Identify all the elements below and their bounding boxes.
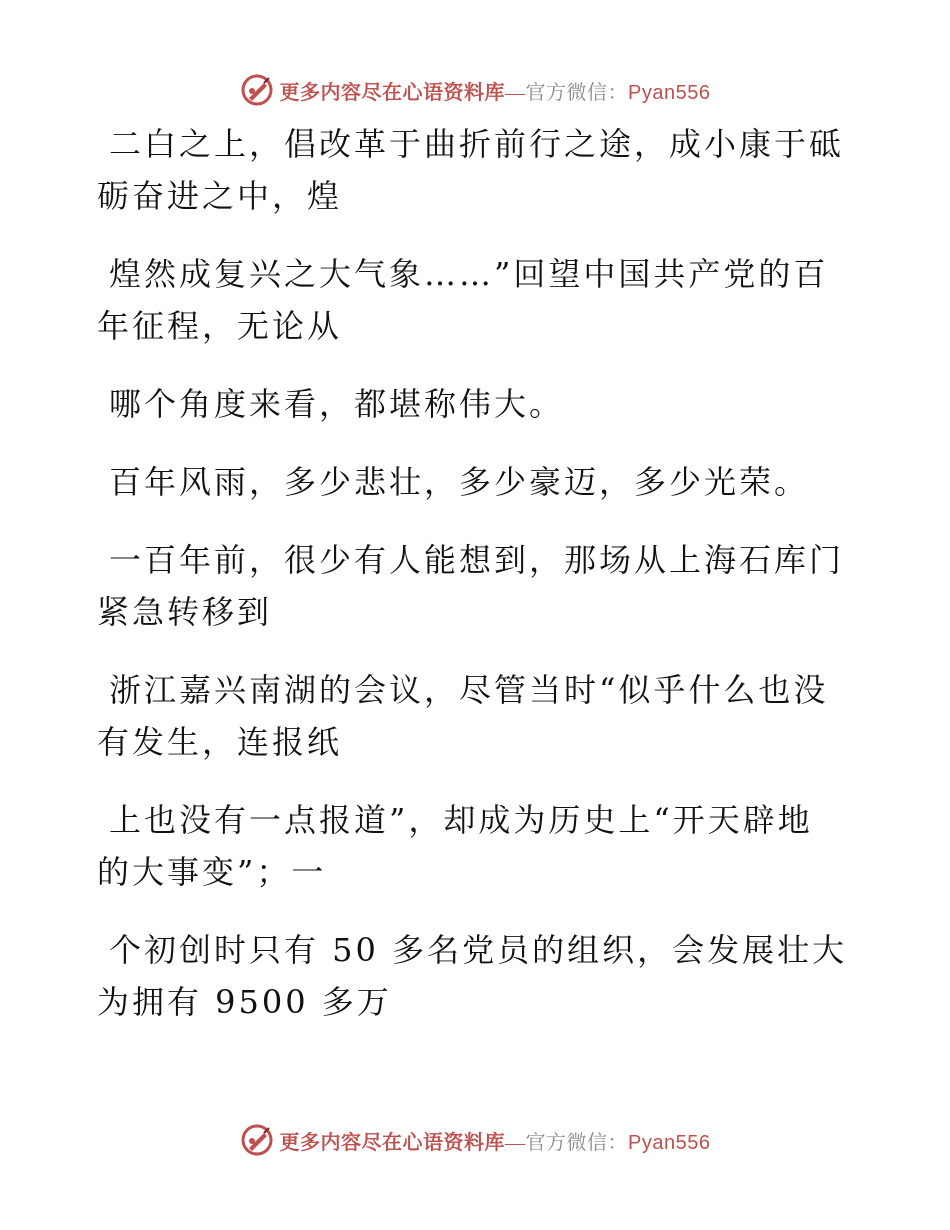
watermark-dash: — <box>505 81 526 104</box>
text-line: 二白之上，倡改革于曲折前行之途，成小康于砥 <box>109 125 845 163</box>
text-line: 砺奋进之中，煌 <box>97 177 343 215</box>
footer-watermark <box>0 1120 950 1160</box>
paragraph-3 <box>97 378 837 430</box>
header-watermark <box>0 70 950 110</box>
quill-logo-icon <box>240 1123 274 1157</box>
watermark-official: 官方微信： <box>525 1131 629 1154</box>
text-line: 浙江嘉兴南湖的会议，尽管当时“似乎什么也没 <box>109 671 829 709</box>
text-line: 哪个角度来看，都堪称伟大。 <box>109 385 565 423</box>
watermark-id: Pyan556 <box>628 1131 711 1154</box>
watermark-official: 官方微信： <box>525 81 629 104</box>
text-line: 年征程，无论从 <box>97 307 343 345</box>
paragraph-1 <box>97 118 845 222</box>
watermark-site: 更多内容尽在心语资料库 <box>279 81 506 104</box>
text-line: 上也没有一点报道”，却成为历史上“开天辟地 <box>109 801 813 839</box>
paragraph-6 <box>97 664 837 768</box>
paragraph-5 <box>97 534 845 638</box>
watermark-site: 更多内容尽在心语资料库 <box>279 1131 506 1154</box>
text-line: 紧急转移到 <box>97 593 273 631</box>
document-body <box>97 118 848 1054</box>
quill-logo-icon <box>240 73 274 107</box>
watermark-text <box>280 1126 711 1155</box>
text-line: 煌然成复兴之大气象……”回望中国共产党的百 <box>109 255 829 293</box>
text-line: 为拥有 9500 多万 <box>97 983 392 1021</box>
paragraph-4 <box>97 456 837 508</box>
text-line: 百年风雨，多少悲壮，多少豪迈，多少光荣。 <box>109 463 810 501</box>
text-line: 的大事变”；一 <box>97 853 327 891</box>
watermark-id: Pyan556 <box>628 81 711 104</box>
watermark-dash: — <box>505 1131 526 1154</box>
paragraph-2 <box>97 248 837 352</box>
paragraph-7 <box>97 794 837 898</box>
paragraph-8 <box>97 924 848 1028</box>
text-line: 有发生，连报纸 <box>97 723 343 761</box>
text-line: 一百年前，很少有人能想到，那场从上海石库门 <box>109 541 845 579</box>
watermark-text <box>280 76 711 105</box>
text-line: 个初创时只有 50 多名党员的组织，会发展壮大 <box>109 931 848 969</box>
